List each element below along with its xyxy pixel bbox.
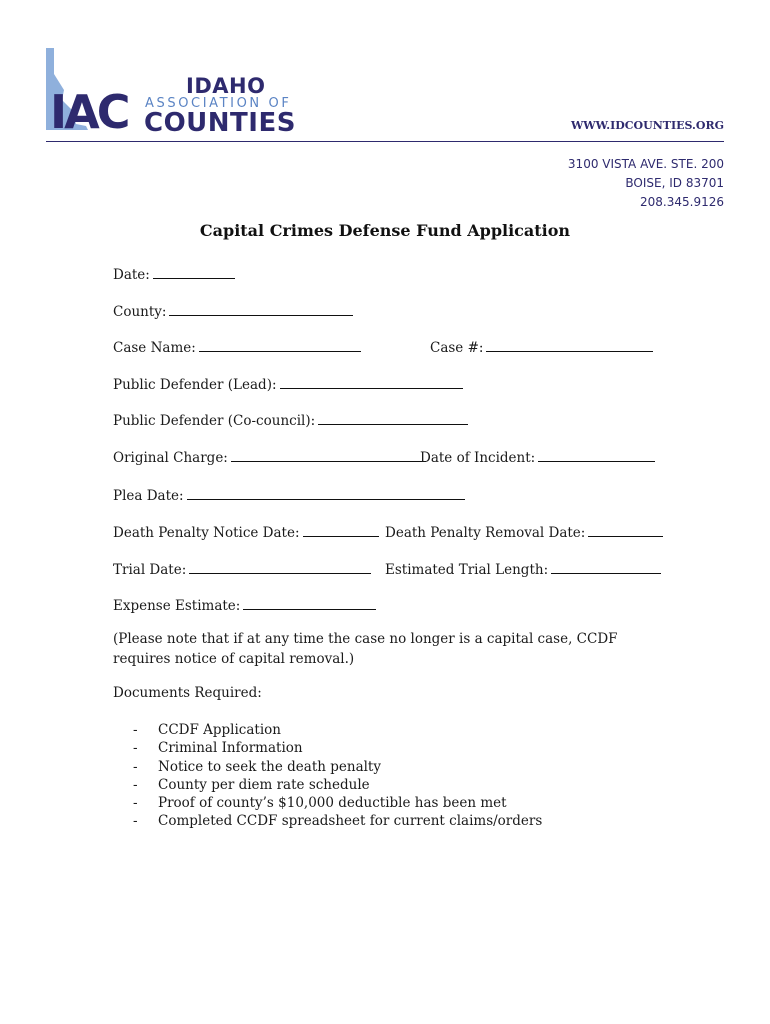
website-link[interactable]: WWW.IDCOUNTIES.ORG: [570, 119, 724, 132]
bullet-dash: -: [133, 795, 138, 812]
logo-monogram: IAC: [50, 85, 128, 139]
case-number-blank[interactable]: [486, 337, 653, 352]
pd-cocouncil-field: [113, 410, 468, 429]
pd-lead-field: [113, 374, 463, 393]
date-field: [113, 264, 235, 283]
form-title: Capital Crimes Defense Fund Application: [199, 221, 571, 240]
trial-date-label: Trial Date:: [113, 562, 187, 578]
address-city: BOISE, ID 83701: [625, 176, 724, 190]
capital-removal-note: (Please note that if at any time the case no longer is a capital case, CCDF requires notice of capital removal.): [113, 631, 618, 667]
document-item: [113, 758, 542, 776]
address-street: 3100 VISTA AVE. STE. 200: [567, 157, 724, 171]
original-charge-field: [113, 447, 426, 466]
trial-date-blank[interactable]: [189, 559, 371, 574]
pd-lead-blank[interactable]: [280, 374, 463, 389]
address-block: [568, 155, 724, 212]
bullet-dash: -: [133, 776, 138, 793]
case-number-field: [430, 337, 653, 356]
est-trial-length-blank[interactable]: [551, 559, 661, 574]
county-label: County:: [113, 304, 167, 320]
est-trial-length-field: [385, 559, 661, 578]
county-field: [113, 301, 353, 320]
original-charge-blank[interactable]: [231, 447, 426, 462]
documents-list: [113, 721, 542, 831]
expense-estimate-label: Expense Estimate:: [113, 598, 241, 614]
document-item: [113, 794, 542, 812]
trial-date-field: [113, 559, 371, 578]
header-divider: [46, 141, 724, 142]
bullet-dash: -: [133, 813, 138, 830]
document-label: CCDF Application: [158, 722, 281, 738]
plea-date-blank[interactable]: [187, 485, 465, 500]
date-of-incident-field: [420, 447, 655, 466]
documents-heading: Documents Required:: [113, 685, 262, 701]
bullet-dash: -: [133, 722, 138, 738]
phone-number: 208.345.9126: [640, 195, 724, 209]
case-name-blank[interactable]: [199, 337, 361, 352]
document-label: Completed CCDF spreadsheet for current claims/orders: [158, 813, 543, 830]
document-item: [113, 812, 542, 830]
bullet-dash: -: [133, 758, 138, 775]
case-name-field: [113, 337, 361, 356]
document-label: County per diem rate schedule: [158, 776, 370, 793]
date-label: Date:: [113, 267, 150, 283]
document-item: [113, 739, 542, 757]
document-item: [113, 776, 542, 794]
county-blank[interactable]: [169, 301, 353, 316]
document-label: Notice to seek the death penalty: [158, 758, 381, 775]
dp-notice-date-label: Death Penalty Notice Date:: [113, 525, 300, 541]
dp-removal-date-field: [385, 522, 663, 541]
case-name-label: Case Name:: [113, 340, 196, 356]
plea-date-field: [113, 485, 465, 504]
plea-date-label: Plea Date:: [113, 488, 184, 504]
document-item: [113, 721, 542, 739]
dp-notice-date-field: [113, 522, 379, 541]
case-number-label: Case #:: [430, 340, 484, 356]
document-label: Proof of county’s $10,000 deductible has been met: [158, 795, 507, 812]
date-blank[interactable]: [153, 264, 235, 279]
bullet-dash: -: [133, 740, 138, 757]
est-trial-length-label: Estimated Trial Length:: [385, 562, 549, 578]
logo-association-text: ASSOCIATION OF: [145, 96, 292, 111]
dp-notice-date-blank[interactable]: [303, 522, 379, 537]
logo-idaho-text: IDAHO: [186, 74, 266, 98]
pd-cocouncil-label: Public Defender (Co-council):: [113, 413, 316, 429]
document-label: Criminal Information: [158, 740, 303, 757]
date-of-incident-label: Date of Incident:: [420, 450, 536, 466]
expense-estimate-field: [113, 595, 376, 614]
date-of-incident-blank[interactable]: [538, 447, 655, 462]
original-charge-label: Original Charge:: [113, 450, 228, 466]
pd-lead-label: Public Defender (Lead):: [113, 377, 277, 393]
logo-counties-text: COUNTIES: [144, 108, 296, 138]
expense-estimate-blank[interactable]: [243, 595, 376, 610]
pd-cocouncil-blank[interactable]: [318, 410, 468, 425]
dp-removal-date-label: Death Penalty Removal Date:: [385, 525, 586, 541]
dp-removal-date-blank[interactable]: [588, 522, 663, 537]
